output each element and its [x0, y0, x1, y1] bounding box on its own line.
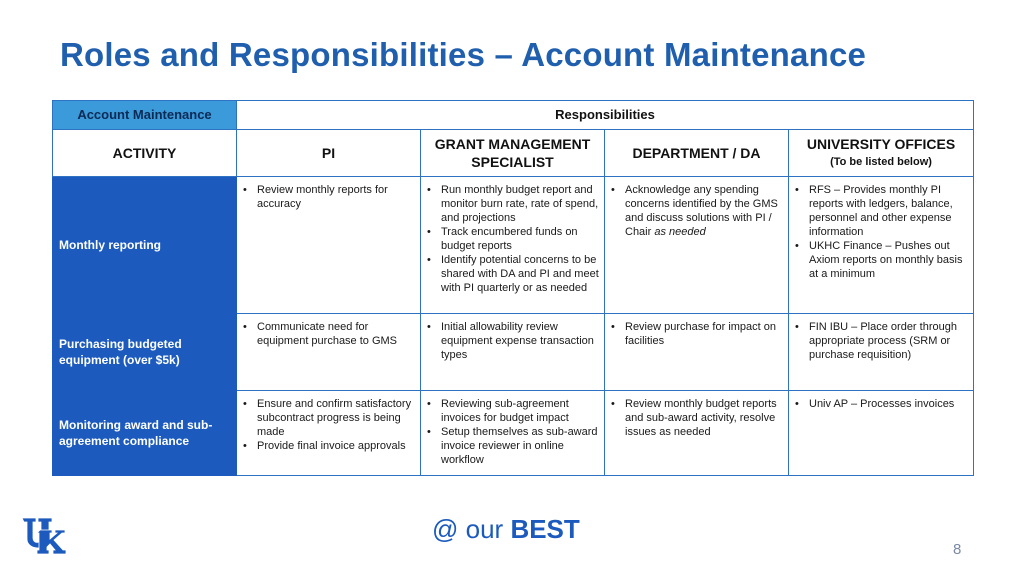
bullet-item: • RFS – Provides monthly PI reports with ledgers, balance, personnel and other expense information: [809, 183, 969, 239]
responsibility-cell: [789, 314, 974, 391]
bullet-item: • UKHC Finance – Pushes out Axiom reports on monthly basis at a minimum: [809, 239, 969, 281]
bullet-item: • Univ AP – Processes invoices: [809, 397, 969, 411]
brand-slogan: @ our BEST: [432, 514, 580, 544]
bullet-item: • Run monthly budget report and monitor burn rate, rate of spend, and projections: [441, 183, 600, 225]
column-header-pi: PI: [237, 130, 421, 177]
page-title: Roles and Responsibilities – Account Maintenance: [60, 36, 867, 73]
responsibility-cell: [421, 177, 605, 314]
bullet-item: • Review purchase for impact on facilities: [625, 320, 784, 348]
responsibility-cell: [421, 314, 605, 391]
responsibility-cell: [605, 314, 789, 391]
bullet-item: • Reviewing sub-agreement invoices for budget impact: [441, 397, 600, 425]
bullet-item: • Provide final invoice approvals: [257, 439, 416, 453]
column-header-gms: GRANT MANAGEMENT SPECIALIST: [421, 130, 605, 177]
bullet-item: • Communicate need for equipment purchase to GMS: [257, 320, 416, 348]
bullet-item: • Ensure and confirm satisfactory subcontract progress is being made: [257, 397, 416, 439]
bullet-item: • FIN IBU – Place order through appropriate process (SRM or purchase requisition): [809, 320, 969, 362]
bullet-item: • Identify potential concerns to be shared with DA and PI and meet with PI quarterly or as needed: [441, 253, 600, 295]
responsibility-cell: [237, 314, 421, 391]
responsibility-cell: [605, 177, 789, 314]
activity-label: Monitoring award and sub-agreement compliance: [53, 391, 237, 476]
responsibility-cell: [789, 177, 974, 314]
responsibility-cell: [237, 177, 421, 314]
table-row: [53, 314, 974, 391]
responsibility-cell: [421, 391, 605, 476]
uk-logo-icon: [20, 516, 66, 556]
table-row: [53, 177, 974, 314]
bullet-item: • Initial allowability review equipment expense transaction types: [441, 320, 600, 362]
activity-column-header: ACTIVITY: [53, 130, 237, 177]
column-header-university-offices: UNIVERSITY OFFICES (To be listed below): [789, 130, 974, 177]
responsibilities-table: [52, 100, 974, 476]
table-row: [53, 391, 974, 476]
activity-label: Monthly reporting: [53, 177, 237, 314]
bullet-item: • Acknowledge any spending concerns identified by the GMS and discuss solutions with PI / Chair as needed: [625, 183, 784, 239]
column-header-department: DEPARTMENT / DA: [605, 130, 789, 177]
bullet-item: • Review monthly reports for accuracy: [257, 183, 416, 211]
bullet-item: • Setup themselves as sub-award invoice reviewer in online workflow: [441, 425, 600, 467]
responsibility-cell: [237, 391, 421, 476]
responsibilities-header: Responsibilities: [237, 101, 974, 130]
responsibility-cell: [605, 391, 789, 476]
bullet-item: • Review monthly budget reports and sub-award activity, resolve issues as needed: [625, 397, 784, 439]
page-number: 8: [953, 541, 962, 558]
activity-label: Purchasing budgeted equipment (over $5k): [53, 314, 237, 391]
table-corner-header: Account Maintenance: [53, 101, 237, 130]
bullet-item: • Track encumbered funds on budget reports: [441, 225, 600, 253]
responsibility-cell: [789, 391, 974, 476]
